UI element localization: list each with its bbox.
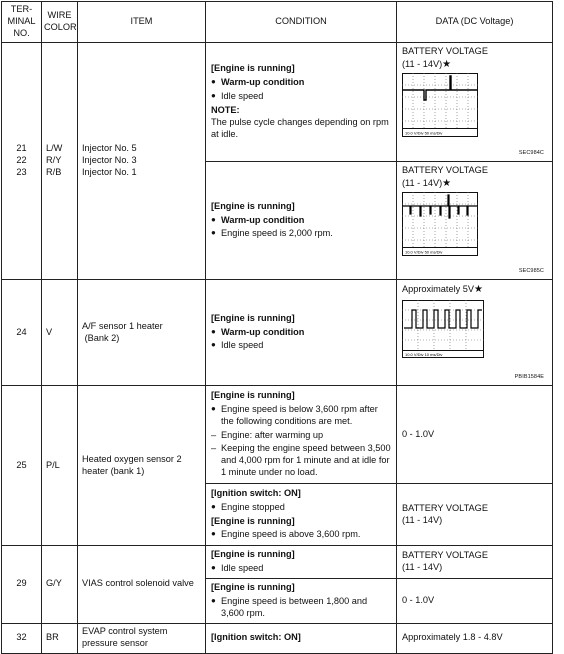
item-cell: A/F sensor 1 heater (Bank 2) bbox=[78, 280, 206, 386]
terminal-cell: 32 bbox=[2, 623, 42, 653]
header-terminal: TER- MINAL NO. bbox=[2, 2, 42, 43]
condition-cell: [Ignition switch: ON] bbox=[206, 623, 397, 653]
item-cell: EVAP control system pressure sensor bbox=[78, 623, 206, 653]
wire-color-cell: G/Y bbox=[42, 546, 78, 624]
svg-text:10.0 V/Div 50 ms/Div: 10.0 V/Div 50 ms/Div bbox=[405, 249, 443, 255]
table-row bbox=[2, 386, 553, 484]
wire-color-cell: V bbox=[42, 280, 78, 386]
wire-color-cell: P/L bbox=[42, 386, 78, 546]
data-cell: Approximately 5V★ 10.0 V/Div 10 ms/Div PBIB1584E bbox=[397, 280, 553, 386]
svg-text:10.0 V/Div 50 ms/Div: 10.0 V/Div 50 ms/Div bbox=[405, 130, 443, 136]
svg-text:10.0 V/Div 10 ms/Div: 10.0 V/Div 10 ms/Div bbox=[405, 352, 443, 357]
wire-color-cell: BR bbox=[42, 623, 78, 653]
star-icon: ★ bbox=[442, 58, 452, 70]
header-wire-color: WIRE COLOR bbox=[42, 2, 78, 43]
data-cell: Approximately 1.8 - 4.8V bbox=[397, 623, 553, 653]
terminal-cell: 29 bbox=[2, 546, 42, 624]
oscilloscope-waveform bbox=[402, 73, 547, 137]
condition-cell: [Engine is running] ● Warm-up condition ● Idle speed bbox=[206, 280, 397, 386]
terminal-cell: 21 22 23 bbox=[2, 43, 42, 280]
header-condition: CONDITION bbox=[206, 2, 397, 43]
star-icon: ★ bbox=[474, 284, 483, 295]
terminal-cell: 24 bbox=[2, 280, 42, 386]
item-cell: Heated oxygen sensor 2 heater (bank 1) bbox=[78, 386, 206, 546]
oscilloscope-waveform bbox=[402, 300, 547, 358]
table-row bbox=[2, 43, 553, 162]
table-row bbox=[2, 280, 553, 386]
condition-cell: [Engine is running] ● Warm-up condition ● Engine speed is 2,000 rpm. bbox=[206, 162, 397, 280]
ecm-terminal-table bbox=[1, 1, 553, 654]
star-icon: ★ bbox=[442, 177, 452, 189]
item-cell: Injector No. 5 Injector No. 3 Injector No. 1 bbox=[78, 43, 206, 280]
data-cell: 0 - 1.0V bbox=[397, 578, 553, 623]
condition-cell: [Engine is running] ● Idle speed bbox=[206, 546, 397, 579]
terminal-cell: 25 bbox=[2, 386, 42, 546]
header-data: DATA (DC Voltage) bbox=[397, 2, 553, 43]
condition-cell: [Engine is running] ● Warm-up condition ● Idle speed NOTE: The pulse cycle changes depending on rpm at idle. bbox=[206, 43, 397, 162]
data-cell: BATTERY VOLTAGE (11 - 14V) bbox=[397, 546, 553, 579]
data-cell: BATTERY VOLTAGE (11 - 14V)★ 10.0 V/Div 50 ms/Div SEC985C bbox=[397, 162, 553, 280]
table-row bbox=[2, 546, 553, 579]
oscilloscope-waveform bbox=[402, 192, 547, 256]
condition-cell: [Engine is running] ● Engine speed is between 1,800 and 3,600 rpm. bbox=[206, 578, 397, 623]
data-cell: BATTERY VOLTAGE (11 - 14V)★ 10.0 V/Div 50 ms/Div SEC984C bbox=[397, 43, 553, 162]
condition-cell: [Ignition switch: ON] ● Engine stopped [Engine is running] ● Engine speed is above 3,600 rpm. bbox=[206, 484, 397, 546]
header-row bbox=[2, 2, 553, 43]
table-row bbox=[2, 623, 553, 653]
item-cell: VIAS control solenoid valve bbox=[78, 546, 206, 624]
data-cell: 0 - 1.0V bbox=[397, 386, 553, 484]
wire-color-cell: L/W R/Y R/B bbox=[42, 43, 78, 280]
header-item: ITEM bbox=[78, 2, 206, 43]
condition-cell: [Engine is running] ● Engine speed is below 3,600 rpm after the following conditions are met. – Engine: after warming up – Keeping the engine speed between 3,500 and 4,000 rpm for 1 minute and at idle for 1 minute under no load. bbox=[206, 386, 397, 484]
data-cell: BATTERY VOLTAGE (11 - 14V) bbox=[397, 484, 553, 546]
